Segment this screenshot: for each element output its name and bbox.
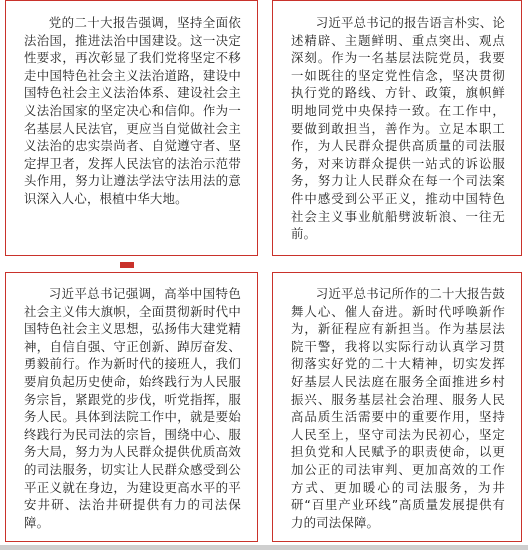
quote-text: 习近平总书记的报告语言朴实、论述精辟、主题鲜明、重点突出、观点深刻。作为一名基层法院党员，我要一如既往的坚定党性信念，坚决贯彻执行党的路线、方针、政策，旗帜鲜明地同党中央保持一致。在工作中，要做到敢担当，善作为。立足本职工作，为人民群众提供高质量的司法服务，对来访群众提供一站式的诉讼服务，努力让人民群众在每一个司法案件中感受到公平正义，推动中国特色社会主义事业航船劈波斩浪、一往无前。 [291,15,505,242]
quote-text: 习近平总书记强调，高举中国特色社会主义伟大旗帜，全面贯彻新时代中国特色社会主义思想，弘扬伟大建党精神，自信自强、守正创新、踔厉奋发、勇毅前行。作为新时代的接班人，我们要肩负起历史使命，始终践行为人民服务宗旨，紧跟党的步伐，听党指挥，服务人民。具体到法院工作中，就是要始终践行为民司法的宗旨，围绕中心、服务大局，努力为人民群众提供优质高效的司法服务，切实让人民群众感受到公平正义就在身边，为建设更高水平的平安井研、法治井研提供有力的司法保障。 [24,286,241,530]
quote-card-top-left [5,0,258,256]
quote-card-top-right [272,0,522,256]
quote-card-bottom-left [5,272,258,542]
quote-card-bottom-right [272,272,522,542]
middle-accent-marker [120,262,134,268]
bottom-scroll-strip [0,545,528,550]
quote-text: 党的二十大报告强调，坚持全面依法治国，推进法治中国建设。这一决定性要求，再次彰显了我们党将坚定不移走中国特色社会主义法治道路，建设中国特色社会主义法治体系、建设社会主义法治国家的坚定决心和信仰。作为一名基层人民法官，更应当自觉做社会主义法治的忠实崇尚者、自觉遵守者、坚定捍卫者，发挥人民法官的法治示范带头作用，努力让遵法学法守法用法的意识深入人心，根植中华大地。 [24,15,241,206]
quote-text: 习近平总书记所作的二十大报告鼓舞人心、催人奋进。新时代呼唤新作为，新征程应有新担当。作为基层法院干警，我将以实际行动认真学习贯彻落实好党的二十大精神，切实发挥好基层人民法庭在服务全面推进乡村振兴、服务基层社会治理、服务人民高品质生活需要中的重要作用，坚持人民至上，坚守司法为民初心，坚定担负党和人民赋予的职责使命，以更加公正的司法审判、更加高效的工作方式、更加暖心的司法服务，为井研“百里产业环线”高质量发展提供有力的司法保障。 [291,286,505,530]
